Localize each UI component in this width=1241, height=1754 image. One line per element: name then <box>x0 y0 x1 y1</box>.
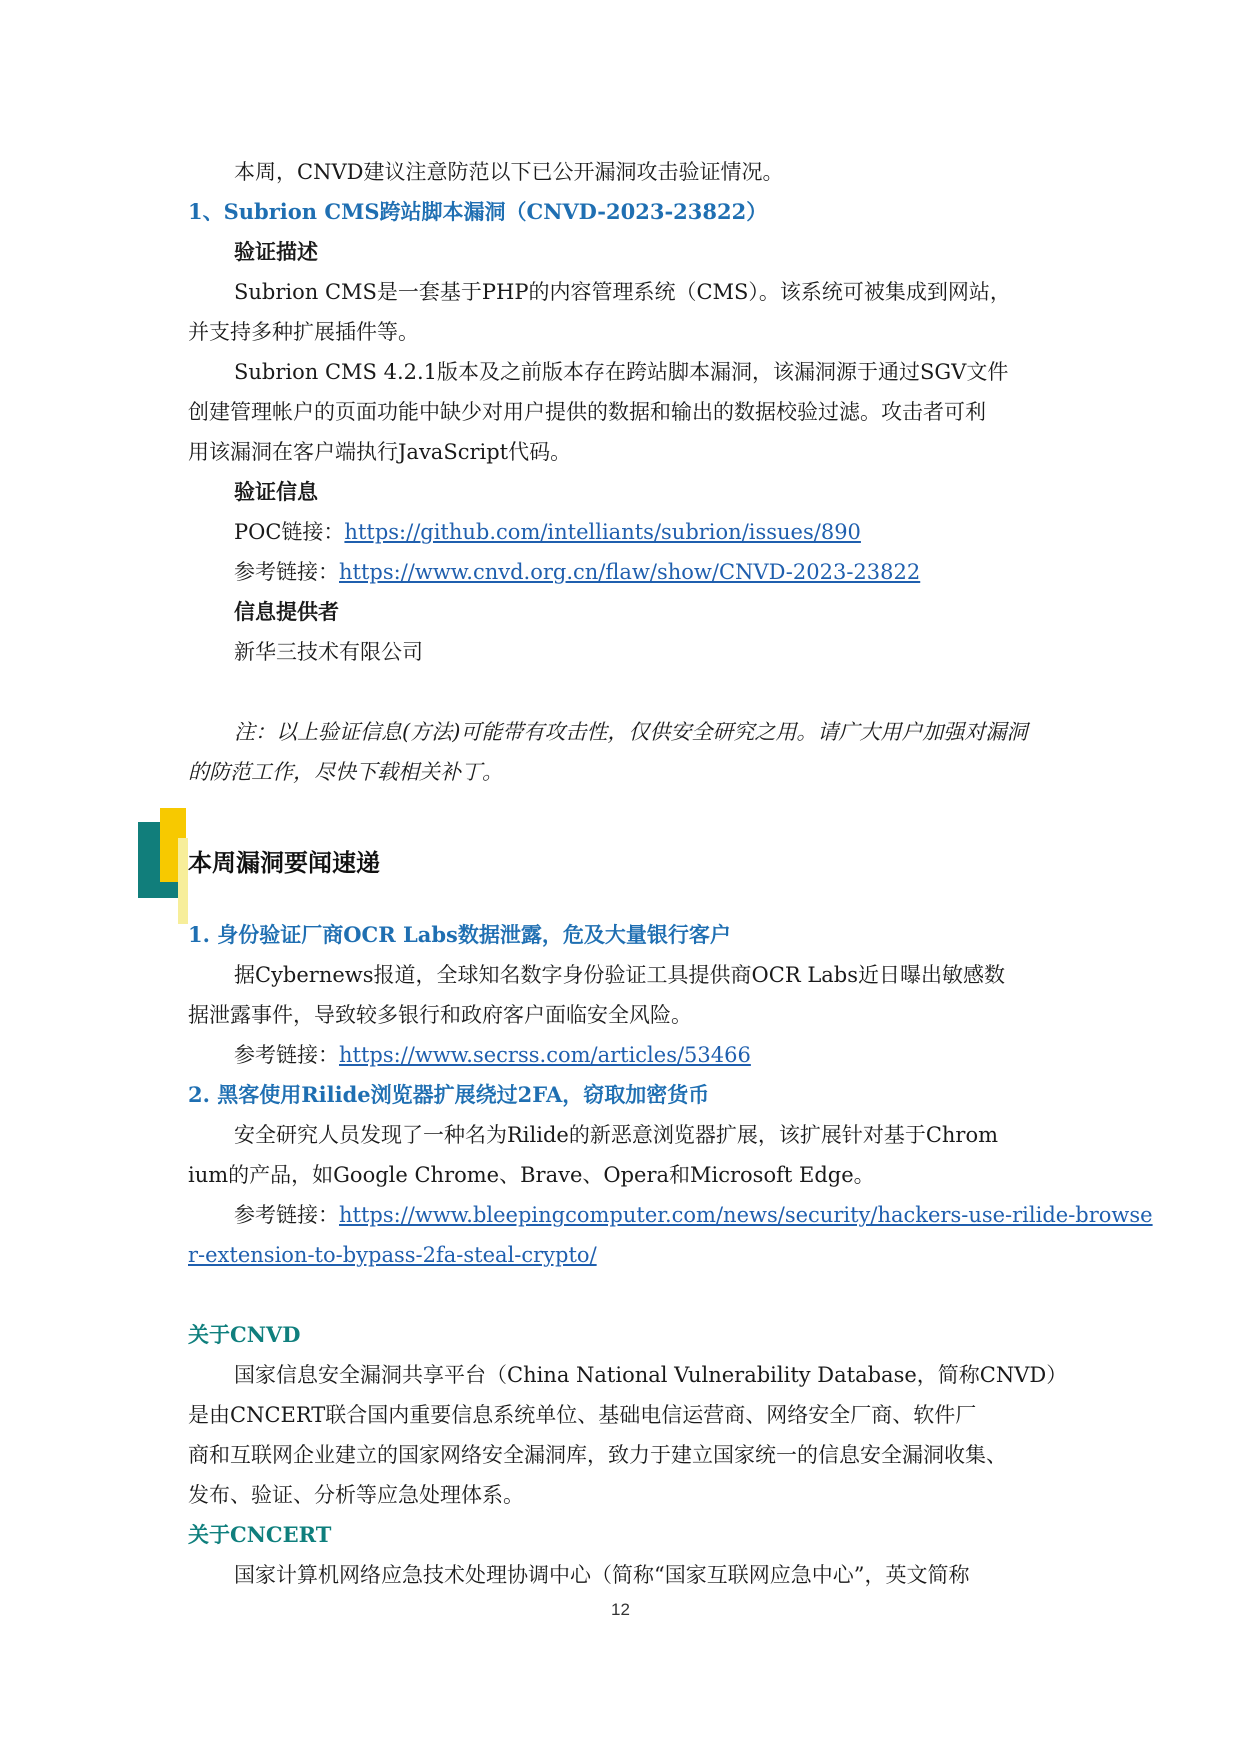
news-ref-label: 参考链接： <box>234 1203 339 1227</box>
poc-line <box>234 517 1068 547</box>
news-ref-link[interactable]: https://www.secrss.com/articles/53466 <box>339 1043 751 1067</box>
section-deco-pale-block <box>178 838 188 924</box>
provider-heading: 信息提供者 <box>234 600 339 624</box>
page-number: 12 <box>611 1600 630 1619</box>
ref-line <box>234 557 1068 587</box>
desc-line: Subrion CMS是一套基于PHP的内容管理系统（CMS）。该系统可被集成到网站， <box>234 280 1011 304</box>
news-title: 1. 身份验证厂商OCR Labs数据泄露，危及大量银行客户 <box>188 922 731 947</box>
about-cnvd-title: 关于CNVD <box>188 1322 301 1347</box>
desc-line: 并支持多种扩展插件等。 <box>188 320 419 344</box>
news-ref-line <box>234 1040 1068 1070</box>
desc-heading: 验证描述 <box>234 240 318 264</box>
poc-label: POC链接： <box>234 520 345 544</box>
info-heading: 验证信息 <box>234 480 318 504</box>
vuln-title: 1、Subrion CMS跨站脚本漏洞（CNVD-2023-23822） <box>188 199 768 224</box>
about-cncert-title: 关于CNCERT <box>188 1522 332 1547</box>
news-ref-link-continued <box>188 1240 1068 1270</box>
news-line: 据Cybernews报道，全球知名数字身份验证工具提供商OCR Labs近日曝出敏感数 <box>234 963 1005 987</box>
poc-link[interactable]: https://github.com/intelliants/subrion/issues/890 <box>344 520 861 544</box>
note-line: 的防范工作，尽快下载相关补丁。 <box>188 760 503 784</box>
news-ref-link[interactable]: https://www.bleepingcomputer.com/news/security/hackers-use-rilide-browse <box>339 1203 1153 1227</box>
news-ref-link[interactable]: r-extension-to-bypass-2fa-steal-crypto/ <box>188 1243 597 1267</box>
news-title: 2. 黑客使用Rilide浏览器扩展绕过2FA，窃取加密货币 <box>188 1082 710 1107</box>
desc-line: Subrion CMS 4.2.1版本及之前版本存在跨站脚本漏洞，该漏洞源于通过SGV文件 <box>234 360 1009 384</box>
news-line: 据泄露事件，导致较多银行和政府客户面临安全风险。 <box>188 1003 692 1027</box>
desc-line: 创建管理帐户的页面功能中缺少对用户提供的数据和输出的数据校验过滤。攻击者可利 <box>188 400 986 424</box>
provider-name: 新华三技术有限公司 <box>234 640 423 664</box>
about-cnvd-line: 商和互联网企业建立的国家网络安全漏洞库，致力于建立国家统一的信息安全漏洞收集、 <box>188 1443 1007 1467</box>
note-line: 注：以上验证信息(方法)可能带有攻击性，仅供安全研究之用。请广大用户加强对漏洞 <box>234 720 1028 744</box>
section-title: 本周漏洞要闻速递 <box>188 849 380 877</box>
ref-link[interactable]: https://www.cnvd.org.cn/flaw/show/CNVD-2023-23822 <box>339 560 921 584</box>
news-ref-label: 参考链接： <box>234 1043 339 1067</box>
desc-line: 用该漏洞在客户端执行JavaScript代码。 <box>188 440 572 464</box>
news-ref-line <box>234 1200 1153 1230</box>
news-line: ium的产品，如Google Chrome、Brave、Opera和Microsoft Edge。 <box>188 1163 875 1187</box>
about-cncert-line: 国家计算机网络应急技术处理协调中心（简称“国家互联网应急中心”，英文简称 <box>234 1563 970 1587</box>
about-cnvd-line: 国家信息安全漏洞共享平台（China National Vulnerability Database，简称CNVD） <box>234 1363 1068 1387</box>
ref-label: 参考链接： <box>234 560 339 584</box>
about-cnvd-line: 发布、验证、分析等应急处理体系。 <box>188 1483 524 1507</box>
news-line: 安全研究人员发现了一种名为Rilide的新恶意浏览器扩展，该扩展针对基于Chrom <box>234 1123 999 1147</box>
intro-text: 本周，CNVD建议注意防范以下已公开漏洞攻击验证情况。 <box>234 160 784 184</box>
about-cnvd-line: 是由CNCERT联合国内重要信息系统单位、基础电信运营商、网络安全厂商、软件厂 <box>188 1403 977 1427</box>
